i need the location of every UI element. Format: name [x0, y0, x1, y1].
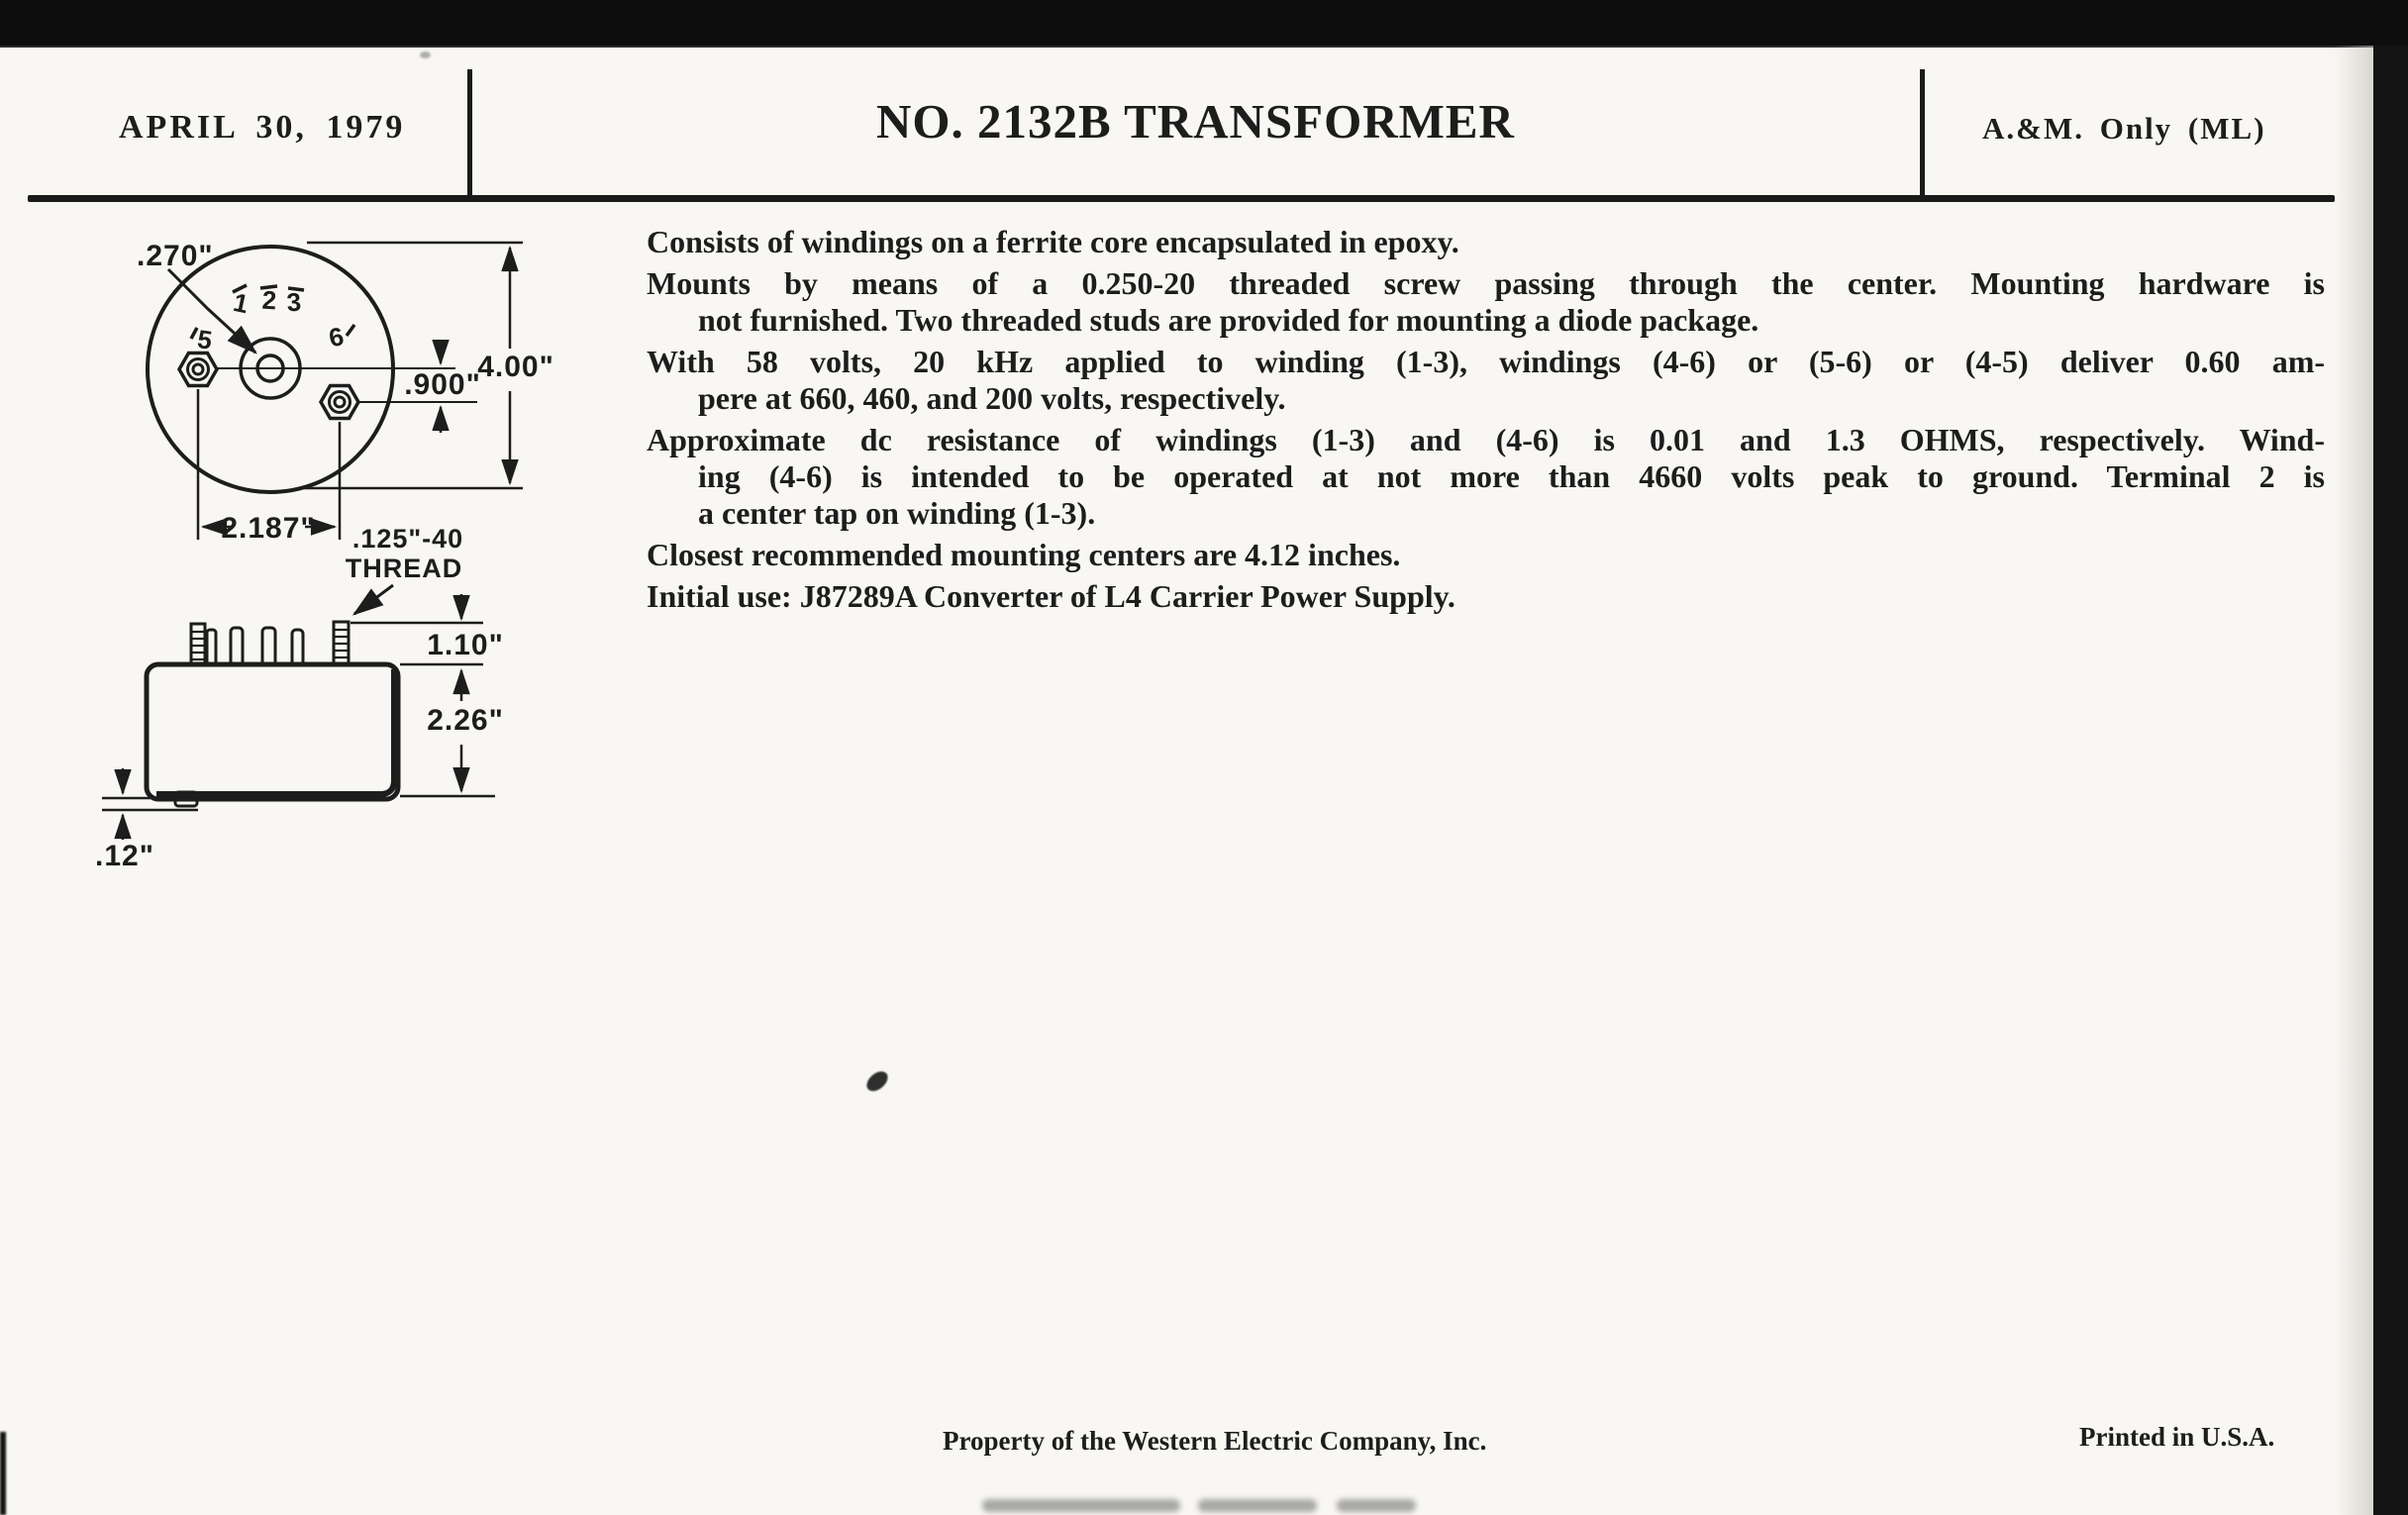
body-outline: [147, 664, 398, 799]
left-stud-nut: [179, 354, 217, 386]
paragraph: [647, 344, 2325, 417]
bottom-smudge: [982, 1499, 1180, 1512]
left-stud-threads: [191, 632, 205, 659]
body-height-label: 2.26": [427, 704, 504, 737]
header-divider-right: [1920, 69, 1925, 196]
paragraph: [647, 224, 2325, 260]
ink-dot: [420, 51, 431, 58]
right-stud-threads: [334, 630, 349, 657]
body-paragraphs: [647, 224, 2325, 620]
right-stud-nut: [321, 386, 358, 419]
thread-spec-callout: [346, 524, 463, 614]
transformer-diagram: [89, 223, 604, 881]
text-line: Initial use: J87289A Converter of L4 Carrier Power Supply.: [647, 578, 1455, 614]
outer-diameter-dimension: [304, 243, 554, 488]
terminal-labels: [191, 285, 354, 355]
stud-height-label: 1.10": [427, 629, 504, 661]
text-line: Consists of windings on a ferrite core encapsulated in epoxy.: [647, 224, 1459, 259]
text-line: Closest recommended mounting centers are 4.12 inches.: [647, 537, 1401, 572]
hole-diameter-label: .270": [137, 240, 214, 272]
text-line: a center tap on winding (1-3).: [698, 495, 1096, 531]
base-lip-label: .12": [95, 840, 154, 872]
terminal-pins: [191, 622, 349, 665]
terminal-6-label: 6: [326, 320, 348, 354]
text-line: ing (4-6) is intended to be operated at not more than 4660 volts peak to ground. Terminal 2 is: [698, 458, 2325, 494]
paragraph: [647, 265, 2325, 339]
scan-edge-top: [0, 0, 2408, 48]
side-view: [95, 594, 504, 872]
outer-diameter-label: 4.00": [477, 351, 554, 383]
printed-notice: Printed in U.S.A.: [2079, 1422, 2275, 1452]
stud-offset-label: .900": [404, 368, 481, 401]
issue-date: APRIL 30, 1979: [119, 109, 406, 146]
thread-leader-arrow: [354, 585, 393, 614]
terminal-2-label: 2: [260, 284, 278, 316]
terminal-5-label: 5: [195, 324, 215, 356]
body-height-dimension: [400, 664, 504, 796]
text-line: Approximate dc resistance of windings (1-3) and (4-6) is 0.01 and 1.3 OHMS, respectively. Wind-: [647, 422, 2325, 457]
bottom-smudge: [1198, 1499, 1317, 1512]
scan-shadow-right: [2335, 46, 2373, 1515]
scan-edge-right: [2373, 46, 2408, 1515]
scan-edge-bottom-left: [0, 1432, 6, 1515]
stud-height-dimension: [351, 594, 504, 661]
body-heavy-edge: [156, 669, 394, 794]
ink-speck: [863, 1067, 890, 1096]
stud-spacing-label: 2.187": [221, 512, 316, 545]
thread-spec-label: .125"-40: [351, 524, 464, 554]
stud-offset-dimension: [404, 342, 481, 433]
property-notice: Property of the Western Electric Company, Inc.: [943, 1426, 1487, 1456]
bottom-smudge: [1337, 1499, 1416, 1512]
text-line: pere at 660, 460, and 200 volts, respectively.: [698, 380, 1286, 416]
classification-label: A.&M. Only (ML): [1982, 111, 2266, 146]
text-line: not furnished. Two threaded studs are provided for mounting a diode package.: [698, 302, 1759, 338]
thread-word-label: THREAD: [345, 554, 463, 583]
paragraph: [647, 422, 2325, 532]
page-title: NO. 2132B TRANSFORMER: [876, 94, 1515, 149]
paragraph: [647, 537, 2325, 573]
terminal-3-label: 3: [285, 286, 304, 318]
top-view: [137, 240, 554, 614]
terminal-1-label: 1: [231, 286, 252, 320]
stud-spacing-dimension: [198, 389, 340, 545]
header-rule: [28, 195, 2335, 202]
paragraph: [647, 578, 2325, 615]
text-line: Mounts by means of a 0.250-20 threaded screw passing through the center. Mounting hardware is: [647, 265, 2325, 301]
text-line: With 58 volts, 20 kHz applied to winding (1-3), windings (4-6) or (5-6) or (4-5) deliver 0.60 am-: [647, 344, 2325, 379]
